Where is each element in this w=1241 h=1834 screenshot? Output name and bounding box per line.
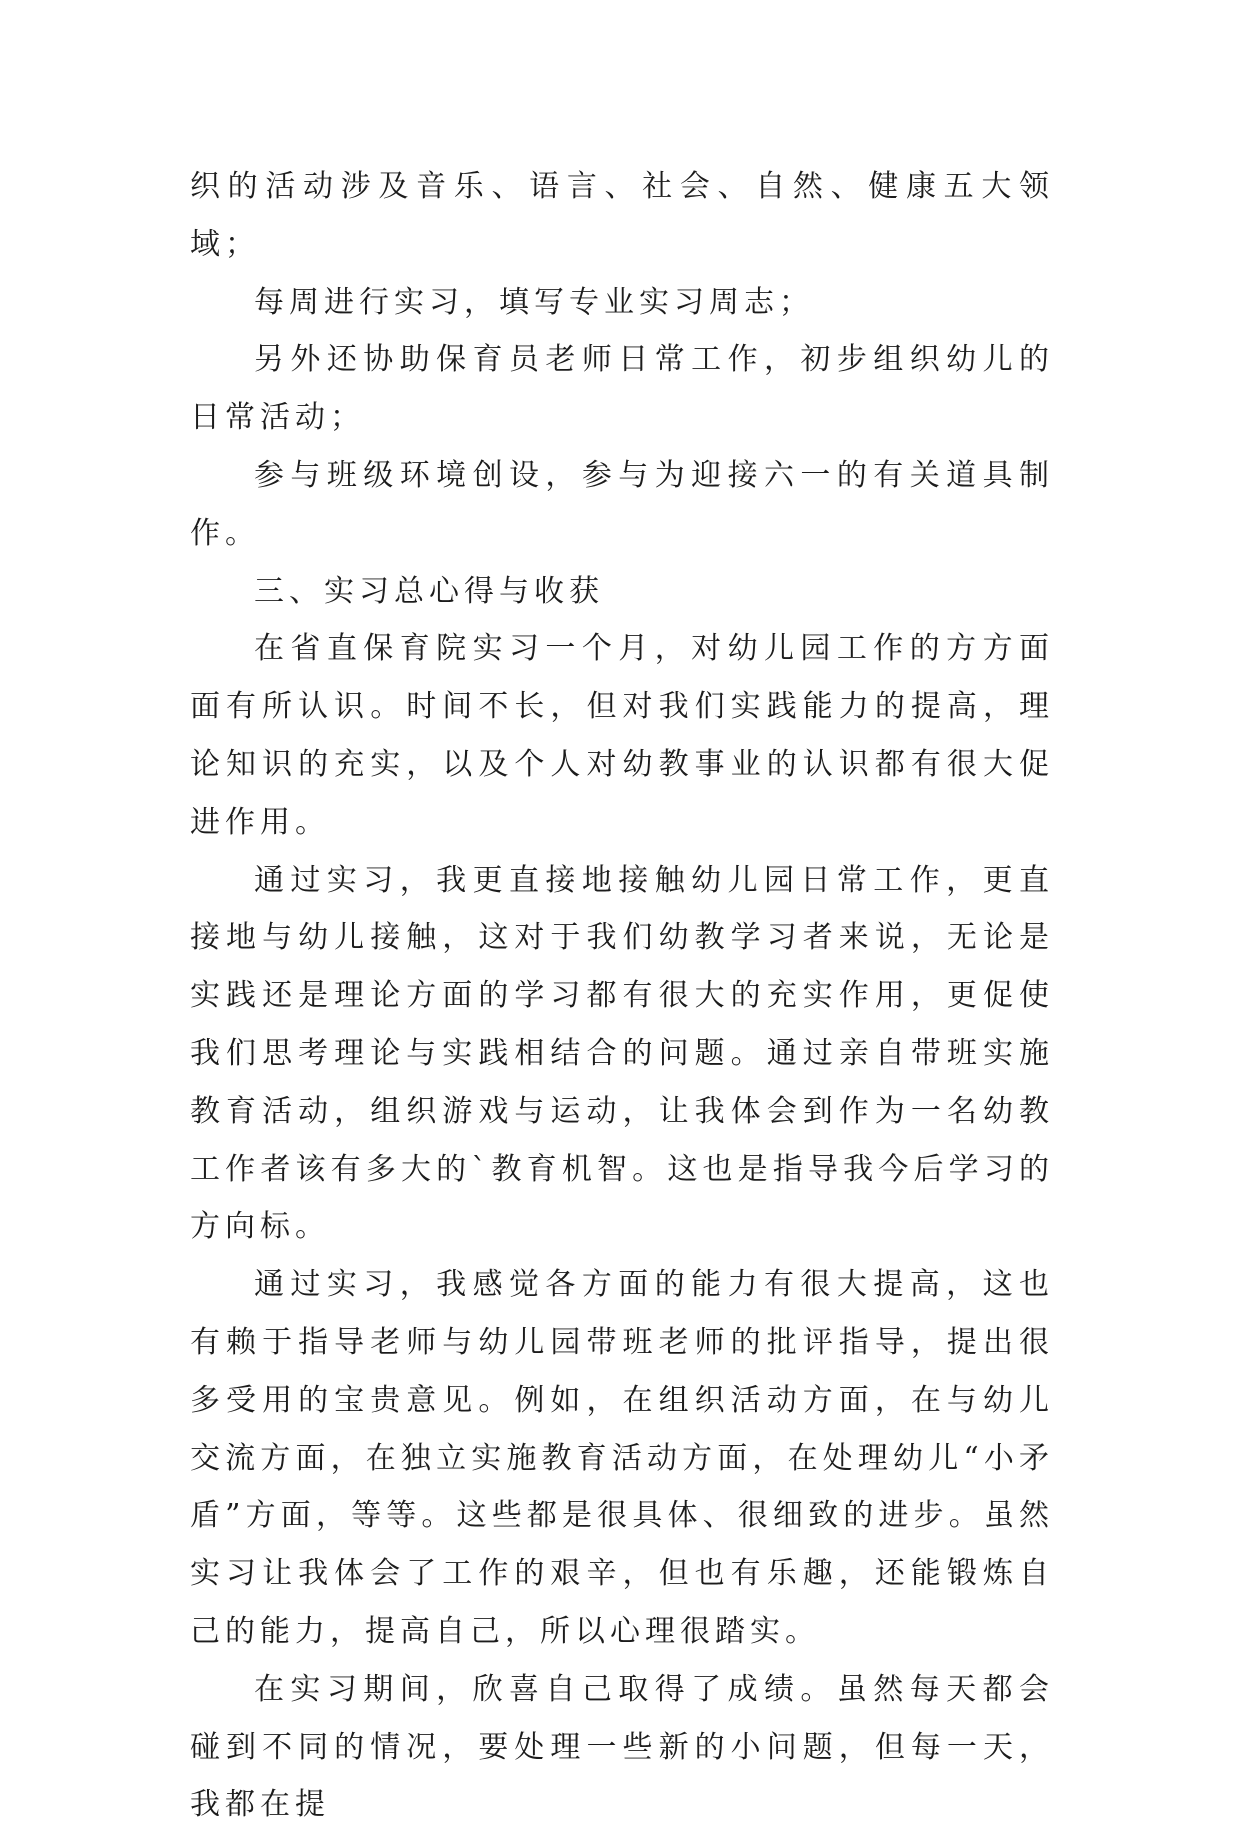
- paragraph-assist-teacher: 另外还协助保育员老师日常工作，初步组织幼儿的日常活动；: [190, 342, 1054, 436]
- paragraph-one-month: 在省直保育院实习一个月，对幼儿园工作的方方面面有所认识。时间不长，但对我们实践能力的提高，理论知识的充实，以及个人对幼教事业的认识都有很大促进作用。: [190, 631, 1054, 840]
- paragraph-weekly-internship: 每周进行实习，填写专业实习周志；: [254, 284, 814, 320]
- paragraph-ability-improvement: 通过实习，我感觉各方面的能力有很大提高，这也有赖于指导老师与幼儿园带班老师的批评指导，提出很多受用的宝贵意见。例如，在组织活动方面，在与幼儿交流方面，在独立实施教育活动方面，在处理幼儿“小矛盾”方面，等等。这些都是很具体、很细致的进步。虽然实习让我体会了工作的艰辛，但也有乐趣，还能锻炼自己的能力，提高自己，所以心理很踏实。: [190, 1267, 1054, 1649]
- document-body: [190, 158, 1054, 1834]
- paragraph-achievements: 在实习期间，欣喜自己取得了成绩。虽然每天都会碰到不同的情况，要处理一些新的小问题，但每一天，我都在提: [190, 1671, 1054, 1823]
- paragraph-direct-contact: 通过实习，我更直接地接触幼儿园日常工作，更直接地与幼儿接触，这对于我们幼教学习者来说，无论是实践还是理论方面的学习都有很大的充实作用，更促使我们思考理论与实践相结合的问题。通过亲自带班实施教育活动，组织游戏与运动，让我体会到作为一名幼教工作者该有多大的`教育机智。这也是指导我今后学习的方向标。: [190, 862, 1054, 1245]
- section-heading-summary: 三、实习总心得与收获: [254, 573, 604, 609]
- paragraph-continuation: 织的活动涉及音乐、语言、社会、自然、健康五大领域；: [190, 169, 1054, 262]
- paragraph-environment-creation: 参与班级环境创设，参与为迎接六一的有关道具制作。: [190, 457, 1054, 551]
